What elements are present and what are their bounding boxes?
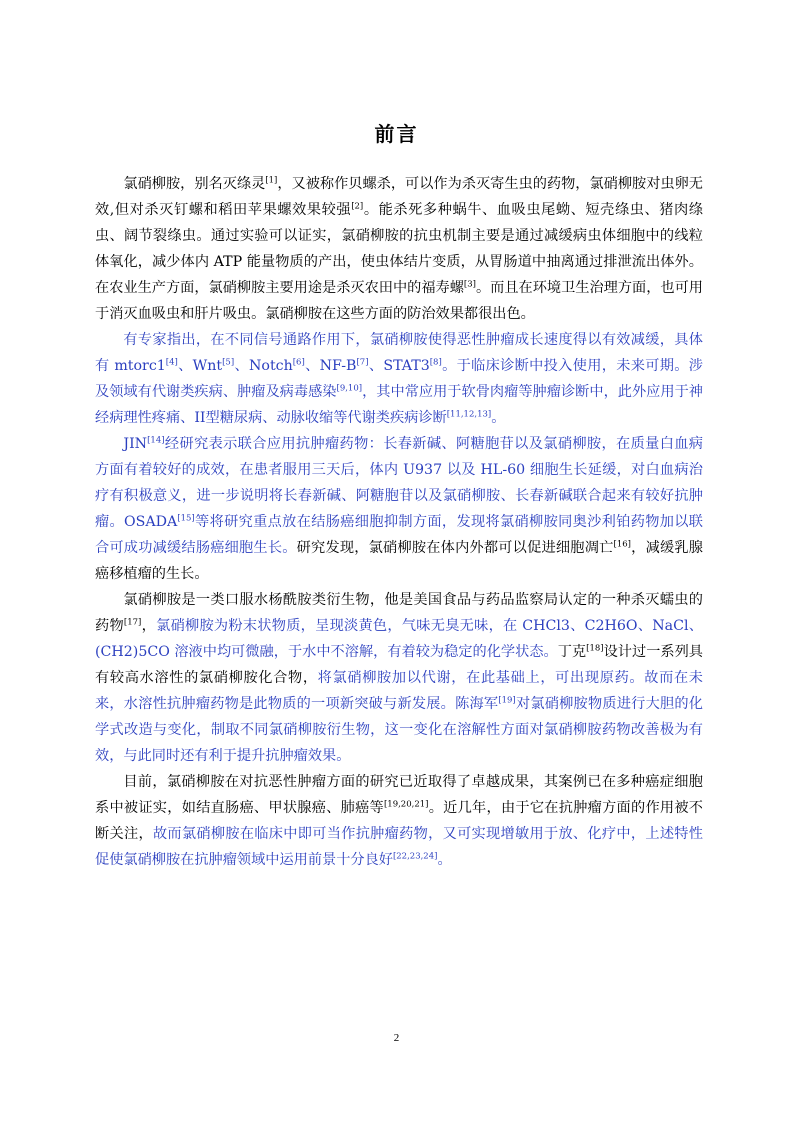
page-number: 2 [393,1032,400,1044]
text-run: 、Wnt [177,358,223,374]
citation: [4] [165,357,178,368]
citation: [1] [265,175,278,186]
text-run: 研究发现，氯硝柳胺在体内外都可以促进细胞凋亡 [296,540,614,556]
paragraph-5 [95,769,703,873]
citation: [22,23,24] [392,851,438,862]
paragraph-1 [95,171,703,327]
text-run: 氯硝柳胺，别名灭绦灵 [123,176,266,192]
citation: [5] [222,357,235,368]
text-run: 氯硝柳胺为粉末状物质，呈现淡黄色，气味无臭无味，在 CHCl3、C2H6O、NaCl、(CH2)5CO 溶液中均可微融，于水中不溶解，有着较为稳定的化学状态。 [95,618,703,660]
text-run: 丁克 [557,644,587,660]
page-title: 前言 [374,122,419,146]
text-run: 对氯硝柳胺物质进行大胆的化学式改造与变化，制取不同氯硝柳胺衍生物，这一变化在溶解性方面对氯硝柳胺药物改善极为有效，与此同时还有利于提升抗肿瘤效果。 [95,696,703,764]
text-run: 有专家指出，在不同信号通路作用下，氯硝柳胺使得恶性肿瘤成长速度得以有效减缓，具体有 mtorc1 [95,332,703,374]
citation: [7] [356,357,369,368]
text-run: 目前，氯硝柳胺在对抗恶性肿瘤方面的研究已近取得了卓越成果，其案例已在多种癌症细胞系中被证实，如结直肠癌、甲状腺癌、肺癌等 [95,774,703,816]
paragraph-2 [95,327,703,431]
text-run: 、Notch [234,358,293,374]
citation: [9,10] [336,383,363,394]
text-run: 。而且在环境卫生治理方面，也可用于消灭血吸虫和肝片吸虫。氯硝柳胺在这些方面的防治效果都很出色。 [95,280,703,322]
citation: [3] [463,279,476,290]
citation: [2] [351,201,364,212]
citation: [6] [292,357,305,368]
text-run: 故而氯硝柳胺在临床中即可当作抗肿瘤药物，又可实现增敏用于放、化疗中，上述特性促使氯硝柳胺在抗肿瘤领域中运用前景十分良好 [95,826,703,868]
text-run: ，又被称作贝螺杀，可以作为杀灭寄生虫的药物，氯硝柳胺对虫卵无效,但对杀灭钉螺和稻田苹果螺效果较强 [95,176,703,218]
citation: [19,20,21] [383,799,429,810]
text-run: 、STAT3 [368,358,430,374]
text-run: 。 [437,852,452,868]
citation: [18] [586,643,604,654]
text-run: 。 [491,410,506,426]
text-run: 。能杀死多种蜗牛、血吸虫尾蚴、短壳绦虫、猪肉绦虫、阔节裂绦虫。通过实验可以证实，氯硝柳胺的抗虫机制主要是通过减缓病虫体细胞中的线粒体氧化，减少体内 ATP 能量物质的产出，使虫体结片变质，从胃肠道中抽离通过排泄流出体外。在农业生产方面，氯硝柳胺主要用途是杀灭农田中的福寿螺 [95,202,703,296]
text-run: 等将研究重点放在结肠癌细胞抑制方面，发现将氯硝柳胺同奥沙利铂药物加以联合可成功减缓结肠癌细胞生长。 [95,514,703,556]
citation: [11,12,13] [446,409,492,420]
text-run: 、NF-B [304,358,357,374]
text-run: 氯硝柳胺是一类口服水杨酰胺类衍生物，他是美国食品与药品监察局认定的一种杀灭蠕虫的药物 [95,592,703,634]
text-run: 。近几年，由于它在抗肿瘤方面的作用被不断关注， [95,800,703,842]
text-run: 将氯硝柳胺加以代谢，在此基础上，可出现原药。故而在未来，水溶性抗肿瘤药物是此物质的一项新突破与新发展。陈海军 [95,670,703,712]
text-run: ，减缓乳腺癌移植瘤的生长。 [95,540,703,582]
document-body [95,171,703,873]
paragraph-3 [95,431,703,587]
citation: [17] [123,617,142,628]
text-run: 。于临床诊断中投入使用，未来可期。涉及领域有代谢类疾病、肿瘤及病毒感染 [95,358,703,400]
citation: [8] [429,357,442,368]
citation: [14] [147,435,165,446]
text-run: ，其中常应用于软骨肉瘤等肿瘤诊断中，此外应用于神经病理性疼痛、II型糖尿病、动脉收缩等代谢类疾病诊断 [95,384,703,426]
text-run: 经研究表示联合应用抗肿瘤药物：长春新碱、阿糖胞苷以及氯硝柳胺，在质量白血病方面有着较好的成效，在患者服用三天后，体内 U937 以及 HL-60 细胞生长延缓，对白血病治疗有积极意义，进一步说明将长春新碱、阿糖胞苷以及氯硝柳胺、长春新碱联合起来有较好抗肿瘤。OSADA [95,436,703,530]
paragraph-4 [95,587,703,769]
citation: [16] [613,539,631,550]
text-run: ， [141,618,157,634]
citation: [15] [177,513,195,524]
text-run: 设计过一系列具有较高水溶性的氯硝柳胺化合物， [95,644,703,686]
citation: [19] [498,695,516,706]
text-run: JIN [123,436,148,452]
